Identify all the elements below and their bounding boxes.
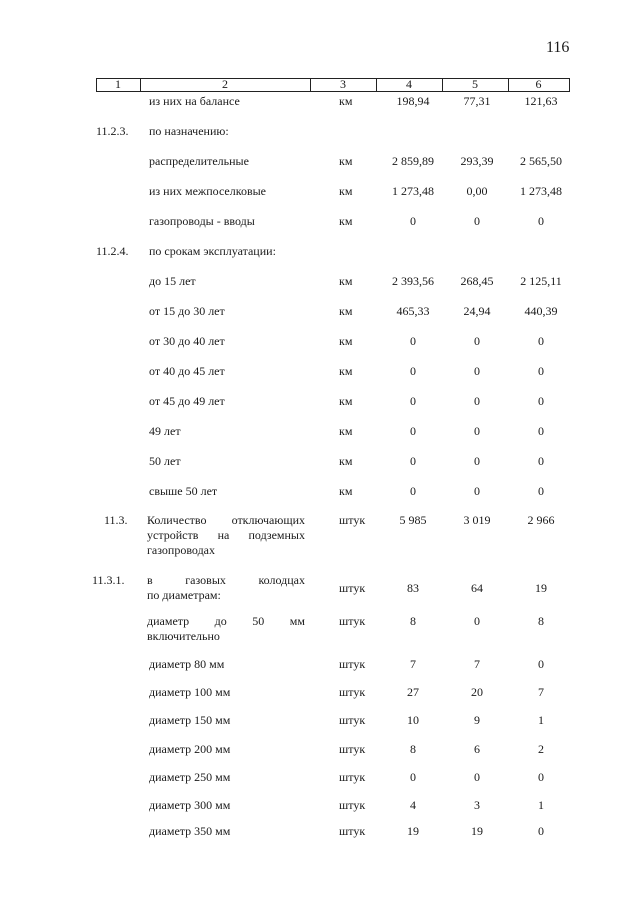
row-unit: км [339,94,353,108]
row-value-col-4: 8 [410,742,416,756]
row-value-col-5: 268,45 [460,274,494,288]
row-value-col-6: 440,39 [524,304,558,318]
row-unit: штук [339,513,366,527]
row-value-col-6: 7 [538,685,544,699]
row-unit: км [339,394,353,408]
row-value-col-6: 0 [538,364,544,378]
row-unit: штук [339,770,366,784]
header-col-2: 2 [222,77,228,91]
row-unit: км [339,154,353,168]
row-value-col-4: 8 [410,614,416,628]
row-unit: км [339,304,353,318]
row-value-col-5: 64 [471,581,483,595]
row-value-col-5: 3 [474,798,480,812]
row-value-col-5: 0 [474,454,480,468]
row-value-col-4: 5 985 [399,513,427,527]
row-name: диаметр 150 мм [149,713,231,727]
row-value-col-6: 2 565,50 [520,154,562,168]
row-name: диаметр 80 мм [149,657,225,671]
row-value-col-4: 0 [410,484,416,498]
row-name: диаметр 250 мм [149,770,231,784]
row-name-line: газопроводах [147,543,216,557]
row-name [147,614,305,644]
row-name [147,513,305,558]
row-value-col-6: 8 [538,614,544,628]
row-value-col-6: 0 [538,334,544,348]
row-value-col-4: 0 [410,334,416,348]
row-value-col-6: 1 [538,713,544,727]
row-value-col-5: 0 [474,394,480,408]
row-name-line: устройств на подземных [147,528,305,542]
row-number: 11.2.4. [96,244,129,258]
row-name-line: по диаметрам: [147,588,221,602]
row-unit: км [339,424,353,438]
row-name: от 30 до 40 лет [149,334,225,348]
row-value-col-5: 0 [474,770,480,784]
row-name: распределительные [149,154,249,168]
row-number: 11.2.3. [96,124,129,138]
row-unit: штук [339,657,366,671]
row-value-col-6: 2 125,11 [520,274,562,288]
row-name: 49 лет [149,424,181,438]
row-value-col-4: 0 [410,364,416,378]
row-unit: км [339,184,353,198]
row-value-col-6: 0 [538,214,544,228]
row-value-col-4: 1 273,48 [392,184,434,198]
row-value-col-4: 4 [410,798,416,812]
row-name: от 45 до 49 лет [149,394,225,408]
row-value-col-5: 0 [474,334,480,348]
row-number: 11.3.1. [92,573,125,587]
row-value-col-6: 0 [538,824,544,838]
row-name: диаметр 200 мм [149,742,231,756]
row-unit: штук [339,713,366,727]
row-name-line: Количество отключающих [147,513,305,527]
row-unit: штук [339,824,366,838]
row-value-col-5: 293,39 [460,154,494,168]
row-name-line: в газовых колодцах [147,573,305,587]
header-col-3: 3 [340,77,346,91]
row-value-col-6: 0 [538,454,544,468]
row-unit: км [339,454,353,468]
row-name: диаметр 300 мм [149,798,231,812]
row-value-col-5: 0 [474,364,480,378]
row-value-col-4: 0 [410,394,416,408]
row-unit: км [339,364,353,378]
row-value-col-4: 2 393,56 [392,274,434,288]
header-col-6: 6 [535,77,542,91]
row-value-col-4: 2 859,89 [392,154,434,168]
row-unit: штук [339,614,366,628]
row-value-col-4: 27 [407,685,419,699]
row-name [147,573,305,603]
row-unit: км [339,484,353,498]
table-header [96,78,570,92]
row-value-col-5: 9 [474,713,480,727]
row-value-col-4: 83 [407,581,419,595]
row-value-col-5: 0 [474,424,480,438]
row-name: газопроводы - вводы [149,214,255,228]
header-col-1: 1 [115,77,121,91]
row-unit: км [339,274,353,288]
row-name: от 15 до 30 лет [149,304,225,318]
row-unit: штук [339,798,366,812]
row-value-col-4: 10 [407,713,419,727]
row-value-col-5: 0 [474,614,480,628]
row-unit: штук [339,742,366,756]
row-value-col-5: 7 [474,657,480,671]
row-value-col-6: 0 [538,657,544,671]
row-value-col-4: 0 [410,214,416,228]
row-value-col-5: 24,94 [463,304,491,318]
row-name: 50 лет [149,454,181,468]
row-name: диаметр 350 мм [149,824,231,838]
row-value-col-5: 0 [474,214,480,228]
row-value-col-5: 77,31 [463,94,491,108]
row-value-col-5: 0,00 [466,184,488,198]
row-value-col-4: 0 [410,454,416,468]
row-name: от 40 до 45 лет [149,364,225,378]
row-name: из них на балансе [149,94,240,108]
row-value-col-4: 0 [410,424,416,438]
row-value-col-6: 0 [538,424,544,438]
row-value-col-6: 121,63 [524,94,558,108]
row-value-col-5: 3 019 [463,513,491,527]
row-value-col-4: 0 [410,770,416,784]
row-number: 11.3. [104,513,128,527]
row-name: по срокам эксплуатации: [149,244,276,258]
row-value-col-5: 6 [474,742,480,756]
row-value-col-4: 7 [410,657,416,671]
header-col-4: 4 [406,77,412,91]
row-value-col-6: 1 273,48 [520,184,562,198]
row-name: диаметр 100 мм [149,685,231,699]
row-value-col-4: 19 [407,824,419,838]
page-number: 116 [546,39,570,56]
row-value-col-6: 1 [538,798,544,812]
row-name: до 15 лет [149,274,196,288]
row-name-line: диаметр до 50 мм [147,614,305,628]
row-value-col-6: 0 [538,394,544,408]
row-value-col-4: 198,94 [396,94,430,108]
row-value-col-6: 0 [538,484,544,498]
row-unit: км [339,214,353,228]
row-name: из них межпоселковые [149,184,266,198]
row-value-col-6: 19 [535,581,547,595]
row-value-col-5: 0 [474,484,480,498]
row-name: по назначению: [149,124,229,138]
row-name: свыше 50 лет [149,484,218,498]
row-unit: штук [339,581,366,595]
row-unit: штук [339,685,366,699]
row-value-col-6: 0 [538,770,544,784]
row-value-col-4: 465,33 [396,304,430,318]
row-value-col-6: 2 966 [527,513,555,527]
row-value-col-6: 2 [538,742,544,756]
row-value-col-5: 20 [471,685,483,699]
row-unit: км [339,334,353,348]
row-name-line: включительно [147,629,220,643]
header-col-5: 5 [472,77,478,91]
row-value-col-5: 19 [471,824,483,838]
